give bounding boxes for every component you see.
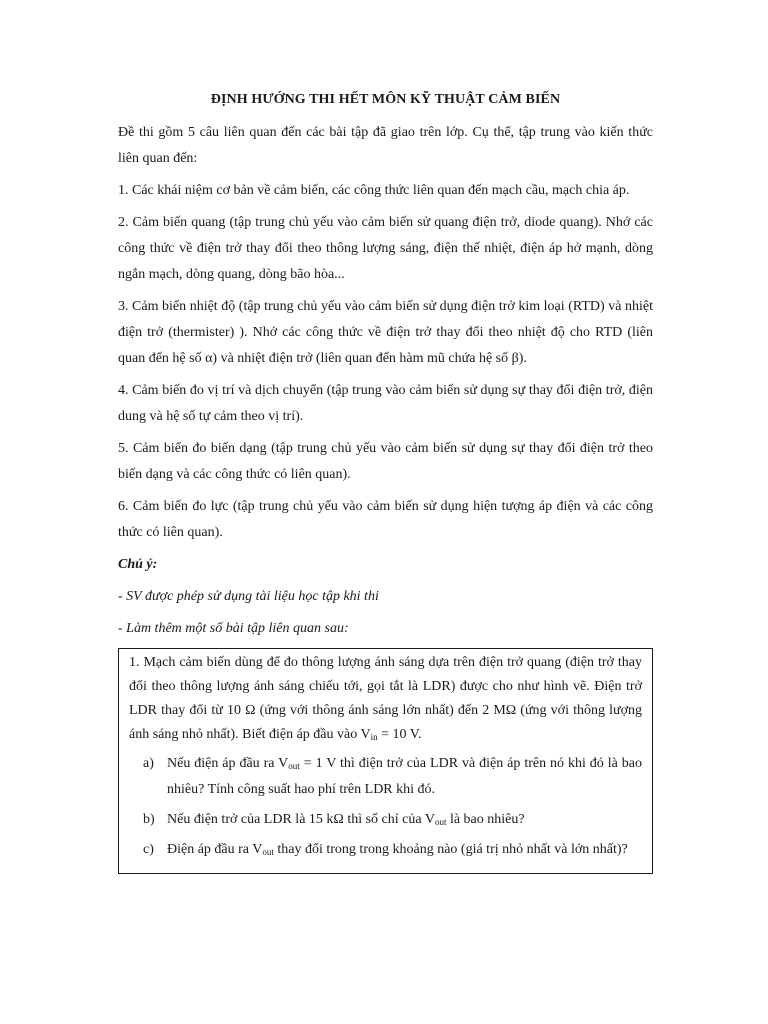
note-line-2: - Làm thêm một số bài tập liên quan sau: [118,621,349,636]
exercise-part-a: a) Nếu điện áp đầu ra $V_{out} = 1$ V thì điện trở của LDR và điện áp trên nó khi đó là bao nhiêu? Tính công suất hao phí trên LDR khi đó. [129,751,642,803]
topic-item-2: 2. Cảm biến quang (tập trung chủ yếu vào cảm biến sử quang điện trở, diode quang). Nhớ các công thức về điện trở thay đổi theo thông lượng sáng, điện thế nhiệt, điện áp hở mạnh, dòng ngắn mạch, dòng quang, dòng bão hòa... [118,215,653,282]
exercise-statement: 1. Mạch cảm biến dùng để đo thông lượng ánh sáng dựa trên điện trở quang (điện trở thay đổi theo thông lượng ánh sáng chiếu tới, gọi tắt là LDR) được cho như hình vẽ. Điện trở LDR thay đổi từ 10 Ω (ứng với thông ánh sáng lớn nhất) đến 2 MΩ (ứng với thông lượng ánh sáng nhỏ nhất). Biết điện áp đầu vào $V_{in} = 10$ V. [129,655,642,742]
topic-item-4: 4. Cảm biến đo vị trí và dịch chuyển (tập trung vào cảm biến sử dụng sự thay đổi điện trở, điện dung và hệ số tự cảm theo vị trí). [118,383,653,424]
document-page [118,92,653,874]
part-marker: a) [143,756,154,771]
note-line-1: - SV được phép sử dụng tài liệu học tập khi thi [118,589,379,604]
topic-item-5: 5. Cảm biến đo biến dạng (tập trung chủ yếu vào cảm biến sử dụng sự thay đổi điện trở theo biến dạng và các công thức có liên quan). [118,441,653,482]
exercise-part-b: b) Nếu điện trở của LDR là 15 kΩ thì số chỉ của $V_{out}$ là bao nhiêu? [129,807,642,833]
exercise-parts [129,751,642,863]
note-heading: Chú ý: [118,557,158,572]
topic-item-3: 3. Cảm biến nhiệt độ (tập trung chủ yếu vào cảm biến sử dụng điện trở kim loại (RTD) và nhiệt điện trở (thermister) ). Nhớ các công thức về điện trở thay đổi theo nhiệt độ cho RTD (liên quan đến hệ số α) và nhiệt điện trở (liên quan đến hàm mũ chứa hệ số β). [118,299,653,366]
page-title: ĐỊNH HƯỚNG THI HẾT MÔN KỸ THUẬT CẢM BIẾN [210,92,561,107]
topic-item-6: 6. Cảm biến đo lực (tập trung chủ yếu vào cảm biến sử dụng hiện tượng áp điện và các công thức có liên quan). [118,499,653,540]
exercise-part-c: c) Điện áp đầu ra $V_{out}$ thay đổi trong trong khoảng nào (giá trị nhỏ nhất và lớn nhất)? [129,837,642,863]
topic-item-1: 1. Các khái niệm cơ bản về cảm biến, các công thức liên quan đến mạch cầu, mạch chia áp. [118,183,630,198]
part-marker: c) [143,842,154,857]
intro-paragraph: Đề thi gồm 5 câu liên quan đến các bài tập đã giao trên lớp. Cụ thể, tập trung vào kiến thức liên quan đến: [118,125,653,166]
part-marker: b) [143,812,155,827]
exercise-box [118,648,653,874]
